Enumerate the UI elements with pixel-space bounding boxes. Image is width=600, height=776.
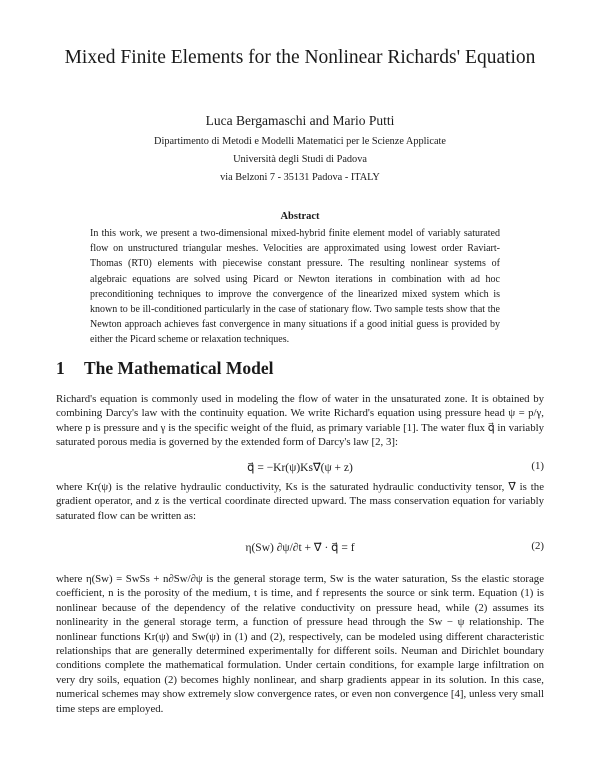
abstract-text: In this work, we present a two-dimensional mixed-hybrid finite element model of variably saturated flow on unstructured triangular meshes. Velocities are approximated using lowest order Raviart-Thomas (RT0) elements with piecewise constant pressure. The resulting nonlinear systems of algebraic equations are solved using Picard or Newton iterations in combination with ad hoc preconditioning techniques to improve the convergence of the linearized mixed system which is known to be ill-conditioned particularly in the case of stationary flow. Two sample tests show that the Newton approach achieves fast convergence in many situations if a good initial guess is provided by either the Picard scheme or relaxation techniques.: [90, 228, 500, 346]
equation-1-body: q⃗ = −Kr(ψ)Ks∇⃗(ψ + z): [247, 462, 353, 474]
section-number: 1: [56, 358, 65, 378]
section-heading: [56, 358, 274, 379]
equation-1-number: (1): [531, 460, 544, 472]
affiliation-line: Dipartimento di Metodi e Modelli Matematici per le Scienze Applicate: [154, 136, 446, 147]
equation-2-body: η(Sw) ∂ψ/∂t + ∇⃗ · q⃗ = f: [245, 542, 355, 554]
paper-title: Mixed Finite Elements for the Nonlinear Richards' Equation: [64, 47, 536, 68]
section-title: The Mathematical Model: [84, 358, 274, 378]
authors: Luca Bergamaschi and Mario Putti: [205, 113, 395, 128]
equation-2-number: (2): [531, 540, 544, 552]
affiliation-line: via Belzoni 7 - 35131 Padova - ITALY: [220, 172, 380, 183]
affiliation-line: Università degli Studi di Padova: [233, 154, 367, 165]
paragraph-2: where Kr(ψ) is the relative hydraulic conductivity, Ks is the saturated hydraulic conductivity tensor, ∇⃗ is the gradient operator, and z is the vertical coordinate directed upward. The mass conservation equation for variably saturated flow can be written as:: [56, 481, 544, 522]
paragraph-3: where η(Sw) = SwSs + n∂Sw/∂ψ is the general storage term, Sw is the water saturation, Ss the elastic storage coefficient, n is the porosity of the medium, t is time, and f represents the source or sink term. Equation (1) is nonlinear because of the dependency of the relative conductivity on pressure head, while (2) assumes its nonlinearity in the general storage term, a function of pressure head through the Sw − ψ relationship. The nonlinear functions Kr(ψ) and Sw(ψ) in (1) and (2), respectively, can be modeled using different characteristic relationships that are generally determined experimentally for different soils. Neuman and Dirichlet boundary conditions complete the mathematical formulation. Under certain conditions, for example large infiltration on very dry soils, equation (2) becomes highly nonlinear, and sharp gradients appear in its solution. In this case, numerical schemes may show extremely slow convergence rates, or even non convergence [4], unless very small time steps are employed.: [56, 573, 544, 715]
paragraph-1: Richard's equation is commonly used in modeling the flow of water in the unsaturated zone. It is obtained by combining Darcy's law with the continuity equation. We write Richard's equation using pressure head ψ = p/γ, where p is pressure and γ is the specific weight of the fluid, as primary variable [1]. The water flux q⃗ in variably saturated porous media is governed by the extended form of Darcy's law [2, 3]:: [56, 393, 544, 449]
abstract-heading: Abstract: [280, 211, 320, 222]
